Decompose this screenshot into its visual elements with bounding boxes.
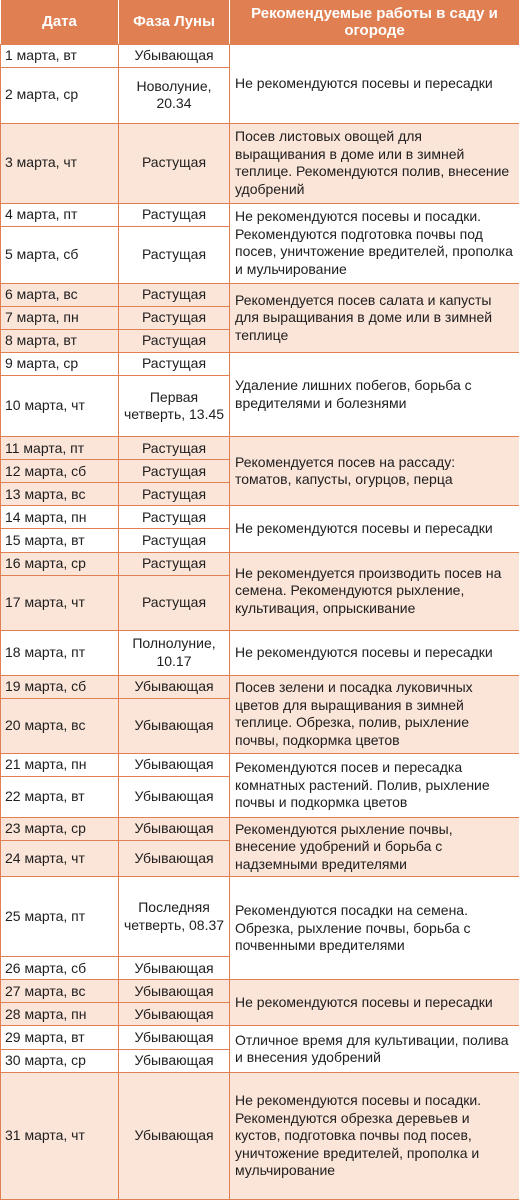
date-cell: 18 марта, пт — [1, 630, 119, 675]
phase-cell: Полнолуние, 10.17 — [119, 630, 230, 675]
phase-cell: Растущая — [119, 575, 230, 630]
advice-cell: Рекомендуются рыхление почвы, внесение удобрений и борьба с надземными вредителями — [230, 818, 519, 877]
phase-cell: Убывающая — [119, 841, 230, 877]
header-phase: Фаза Луны — [119, 0, 230, 44]
date-cell: 1 марта, вт — [1, 44, 119, 67]
table-row — [1, 877, 519, 957]
phase-cell: Убывающая — [119, 753, 230, 776]
table-row — [1, 203, 519, 226]
advice-cell: Не рекомендуются посевы и посадки. Рекомендуются подготовка почвы под посев, уничтожение вредителей, прополка и мульчирование — [230, 203, 519, 283]
date-cell: 8 марта, вт — [1, 330, 119, 353]
phase-cell: Растущая — [119, 483, 230, 506]
date-cell: 29 марта, вт — [1, 1026, 119, 1049]
advice-cell: Не рекомендуются посевы и посадки. Рекомендуются обрезка деревьев и кустов, подготовка почвы под посев, уничтожение вредителей, прополка и мульчирование — [230, 1072, 519, 1199]
table-row — [1, 675, 519, 698]
phase-cell: Растущая — [119, 330, 230, 353]
table-row — [1, 1072, 519, 1199]
date-cell: 9 марта, ср — [1, 353, 119, 376]
advice-cell: Рекомендуется посев салата и капусты для выращивания в доме или в зимней теплице — [230, 283, 519, 352]
date-cell: 23 марта, ср — [1, 818, 119, 841]
table-row — [1, 818, 519, 841]
phase-cell: Убывающая — [119, 698, 230, 753]
phase-cell: Растущая — [119, 123, 230, 203]
phase-cell: Растущая — [119, 283, 230, 306]
phase-cell: Растущая — [119, 552, 230, 575]
table-row — [1, 437, 519, 460]
phase-cell: Убывающая — [119, 957, 230, 980]
date-cell: 25 марта, пт — [1, 877, 119, 957]
advice-cell: Посев зелени и посадка луковичных цветов для выращивания в зимней теплице. Обрезка, полив, рыхление почвы, подкормка цветов — [230, 675, 519, 753]
date-cell: 28 марта, пн — [1, 1003, 119, 1026]
phase-cell: Убывающая — [119, 1026, 230, 1049]
advice-cell: Не рекомендуются посевы и пересадки — [230, 506, 519, 552]
advice-cell: Рекомендуется посев на рассаду: томатов, капусты, огурцов, перца — [230, 437, 519, 506]
advice-cell: Рекомендуются посадки на семена. Обрезка, рыхление почвы, борьба с почвенными вредителями — [230, 877, 519, 980]
table-row — [1, 283, 519, 306]
phase-cell: Убывающая — [119, 980, 230, 1003]
date-cell: 24 марта, чт — [1, 841, 119, 877]
table-row — [1, 753, 519, 776]
phase-cell: Убывающая — [119, 1003, 230, 1026]
table-row — [1, 980, 519, 1003]
phase-cell: Растущая — [119, 437, 230, 460]
phase-cell: Растущая — [119, 529, 230, 552]
date-cell: 22 марта, вт — [1, 776, 119, 817]
date-cell: 15 марта, вт — [1, 529, 119, 552]
table-row — [1, 44, 519, 67]
phase-cell: Убывающая — [119, 1072, 230, 1199]
header-date: Дата — [1, 0, 119, 44]
advice-cell: Не рекомендуются посевы и пересадки — [230, 980, 519, 1026]
advice-cell: Рекомендуются посев и пересадка комнатных растений. Полив, рыхление почвы и подкормка цветов — [230, 753, 519, 817]
date-cell: 12 марта, сб — [1, 460, 119, 483]
date-cell: 7 марта, пн — [1, 307, 119, 330]
date-cell: 5 марта, сб — [1, 226, 119, 283]
advice-cell: Посев листовых овощей для выращивания в доме или в зимней теплице. Рекомендуются полив, внесение удобрений — [230, 123, 519, 203]
date-cell: 11 марта, пт — [1, 437, 119, 460]
date-cell: 27 марта, вс — [1, 980, 119, 1003]
phase-cell: Первая четверть, 13.45 — [119, 376, 230, 437]
date-cell: 21 марта, пн — [1, 753, 119, 776]
date-cell: 10 марта, чт — [1, 376, 119, 437]
phase-cell: Убывающая — [119, 776, 230, 817]
phase-cell: Растущая — [119, 307, 230, 330]
header-row — [1, 0, 519, 44]
phase-cell: Растущая — [119, 460, 230, 483]
phase-cell: Новолуние, 20.34 — [119, 67, 230, 123]
phase-cell: Растущая — [119, 506, 230, 529]
table-row — [1, 552, 519, 575]
date-cell: 2 марта, ср — [1, 67, 119, 123]
table-row — [1, 353, 519, 376]
date-cell: 13 марта, вс — [1, 483, 119, 506]
date-cell: 6 марта, вс — [1, 283, 119, 306]
table-row — [1, 506, 519, 529]
date-cell: 19 марта, сб — [1, 675, 119, 698]
date-cell: 4 марта, пт — [1, 203, 119, 226]
date-cell: 17 марта, чт — [1, 575, 119, 630]
phase-cell: Убывающая — [119, 818, 230, 841]
table-row — [1, 1026, 519, 1049]
date-cell: 30 марта, ср — [1, 1049, 119, 1072]
advice-cell: Не рекомендуется производить посев на семена. Рекомендуются рыхление, культивация, опрыскивание — [230, 552, 519, 630]
phase-cell: Убывающая — [119, 675, 230, 698]
table-row — [1, 630, 519, 675]
phase-cell: Растущая — [119, 226, 230, 283]
date-cell: 26 марта, сб — [1, 957, 119, 980]
date-cell: 16 марта, ср — [1, 552, 119, 575]
advice-cell: Не рекомендуются посевы и пересадки — [230, 630, 519, 675]
advice-cell: Удаление лишних побегов, борьба с вредителями и болезнями — [230, 353, 519, 437]
date-cell: 14 марта, пн — [1, 506, 119, 529]
phase-cell: Растущая — [119, 203, 230, 226]
phase-cell: Убывающая — [119, 1049, 230, 1072]
advice-cell: Отличное время для культивации, полива и внесения удобрений — [230, 1026, 519, 1072]
phase-cell: Последняя четверть, 08.37 — [119, 877, 230, 957]
header-work: Рекомендуемые работы в саду и огороде — [230, 0, 519, 44]
date-cell: 31 марта, чт — [1, 1072, 119, 1199]
phase-cell: Убывающая — [119, 44, 230, 67]
advice-cell: Не рекомендуются посевы и пересадки — [230, 44, 519, 123]
table-row — [1, 123, 519, 203]
date-cell: 20 марта, вс — [1, 698, 119, 753]
date-cell: 3 марта, чт — [1, 123, 119, 203]
phase-cell: Растущая — [119, 353, 230, 376]
